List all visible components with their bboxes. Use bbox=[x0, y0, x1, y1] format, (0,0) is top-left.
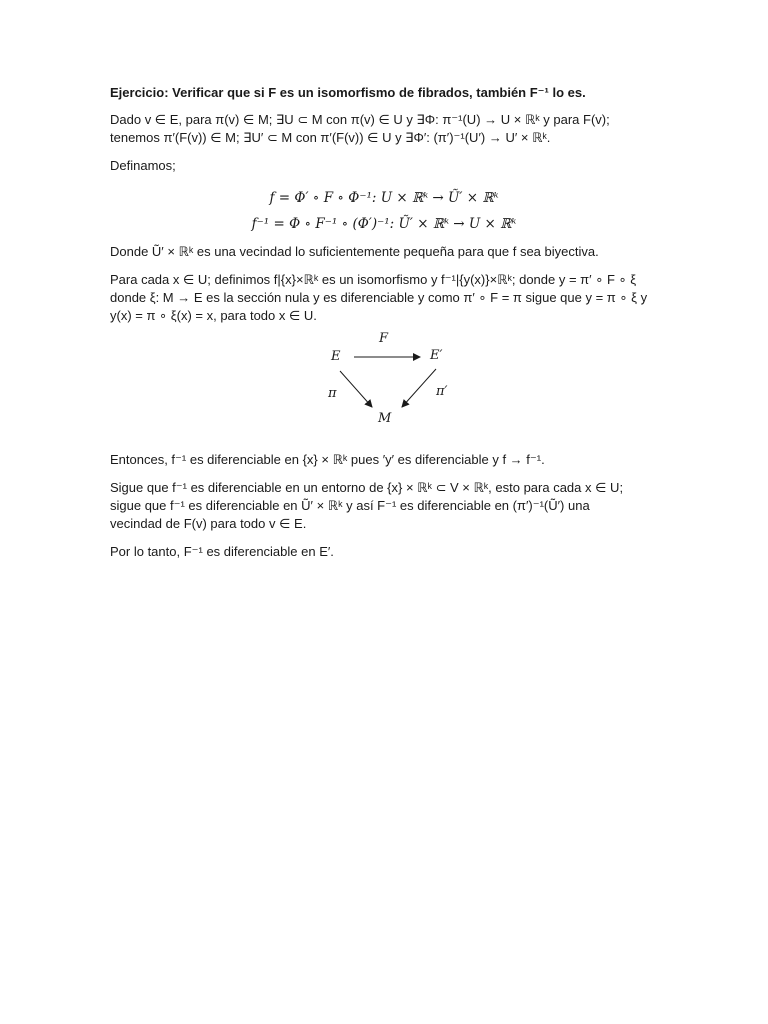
arrow-pi-prime bbox=[402, 369, 436, 407]
equations-block bbox=[110, 185, 658, 237]
intro-line-1: Dado v ∈ E, para π(v) ∈ M; ∃U ⊂ M con π(v) ∈ U y ∃Φ: π⁻¹(U) → U × ℝᵏ y para F(v); bbox=[110, 112, 610, 127]
equation-f-inverse: f⁻¹ = Φ ∘ F⁻¹ ∘ (Φ′)⁻¹: Ũ′ × ℝᵏ → U × ℝᵏ bbox=[251, 216, 517, 232]
sigue-line-1: Sigue que f⁻¹ es diferenciable en un entorno de {x} × ℝᵏ ⊂ V × ℝᵏ, esto para cada x ∈ U; bbox=[110, 480, 624, 495]
paragraph-conclusion: Por lo tanto, F⁻¹ es diferenciable en E′. bbox=[110, 544, 334, 559]
diagram-node-E-prime: E′ bbox=[430, 348, 443, 363]
document-page bbox=[110, 84, 658, 571]
diagram-label-pi: π bbox=[328, 386, 337, 401]
para-cada-line-3: y(x) = π ∘ ξ(x) = x, para todo x ∈ U. bbox=[110, 308, 317, 323]
equation-f: f = Φ′ ∘ F ∘ Φ⁻¹: U × ℝᵏ → Ũ′ × ℝᵏ bbox=[269, 190, 499, 206]
para-cada-line-2: donde ξ: M → E es la sección nula y es diferenciable y como π′ ∘ F = π sigue que y = π ∘ ξ y bbox=[110, 290, 648, 305]
paragraph-definamos: Definamos; bbox=[110, 158, 176, 173]
paragraph-sigue bbox=[110, 479, 658, 533]
exercise-title: Ejercicio: Verificar que si F es un isomorfismo de fibrados, también F⁻¹ lo es. bbox=[110, 85, 586, 100]
commutative-diagram bbox=[110, 331, 658, 435]
diagram-label-F: F bbox=[379, 331, 389, 346]
paragraph-para-cada bbox=[110, 271, 658, 325]
para-cada-line-1: Para cada x ∈ U; definimos f|{x}×ℝᵏ es un isomorfismo y f⁻¹|{y(x)}×ℝᵏ; donde y = π′ ∘ F ∘ ξ bbox=[110, 272, 637, 287]
paragraph-entonces: Entonces, f⁻¹ es diferenciable en {x} × ℝᵏ pues ′y′ es diferenciable y f → f⁻¹. bbox=[110, 452, 545, 467]
sigue-line-3: vecindad de F(v) para todo v ∈ E. bbox=[110, 516, 307, 531]
arrow-pi bbox=[340, 371, 372, 407]
intro-line-2: tenemos π′(F(v)) ∈ M; ∃U′ ⊂ M con π′(F(v)) ∈ U y ∃Φ′: (π′)⁻¹(U′) → U′ × ℝᵏ. bbox=[110, 130, 551, 145]
diagram-node-E: E bbox=[331, 349, 341, 364]
sigue-line-2: sigue que f⁻¹ es diferenciable en Ũ′ × ℝᵏ y así F⁻¹ es diferenciable en (π′)⁻¹(Ũ′) una bbox=[110, 498, 590, 513]
paragraph-donde: Donde Ũ′ × ℝᵏ es una vecindad lo suficientemente pequeña para que f sea biyectiva. bbox=[110, 244, 599, 259]
paragraph-intro bbox=[110, 111, 658, 147]
diagram-node-M: M bbox=[378, 411, 392, 426]
diagram-label-pi-prime: π′ bbox=[436, 384, 448, 399]
